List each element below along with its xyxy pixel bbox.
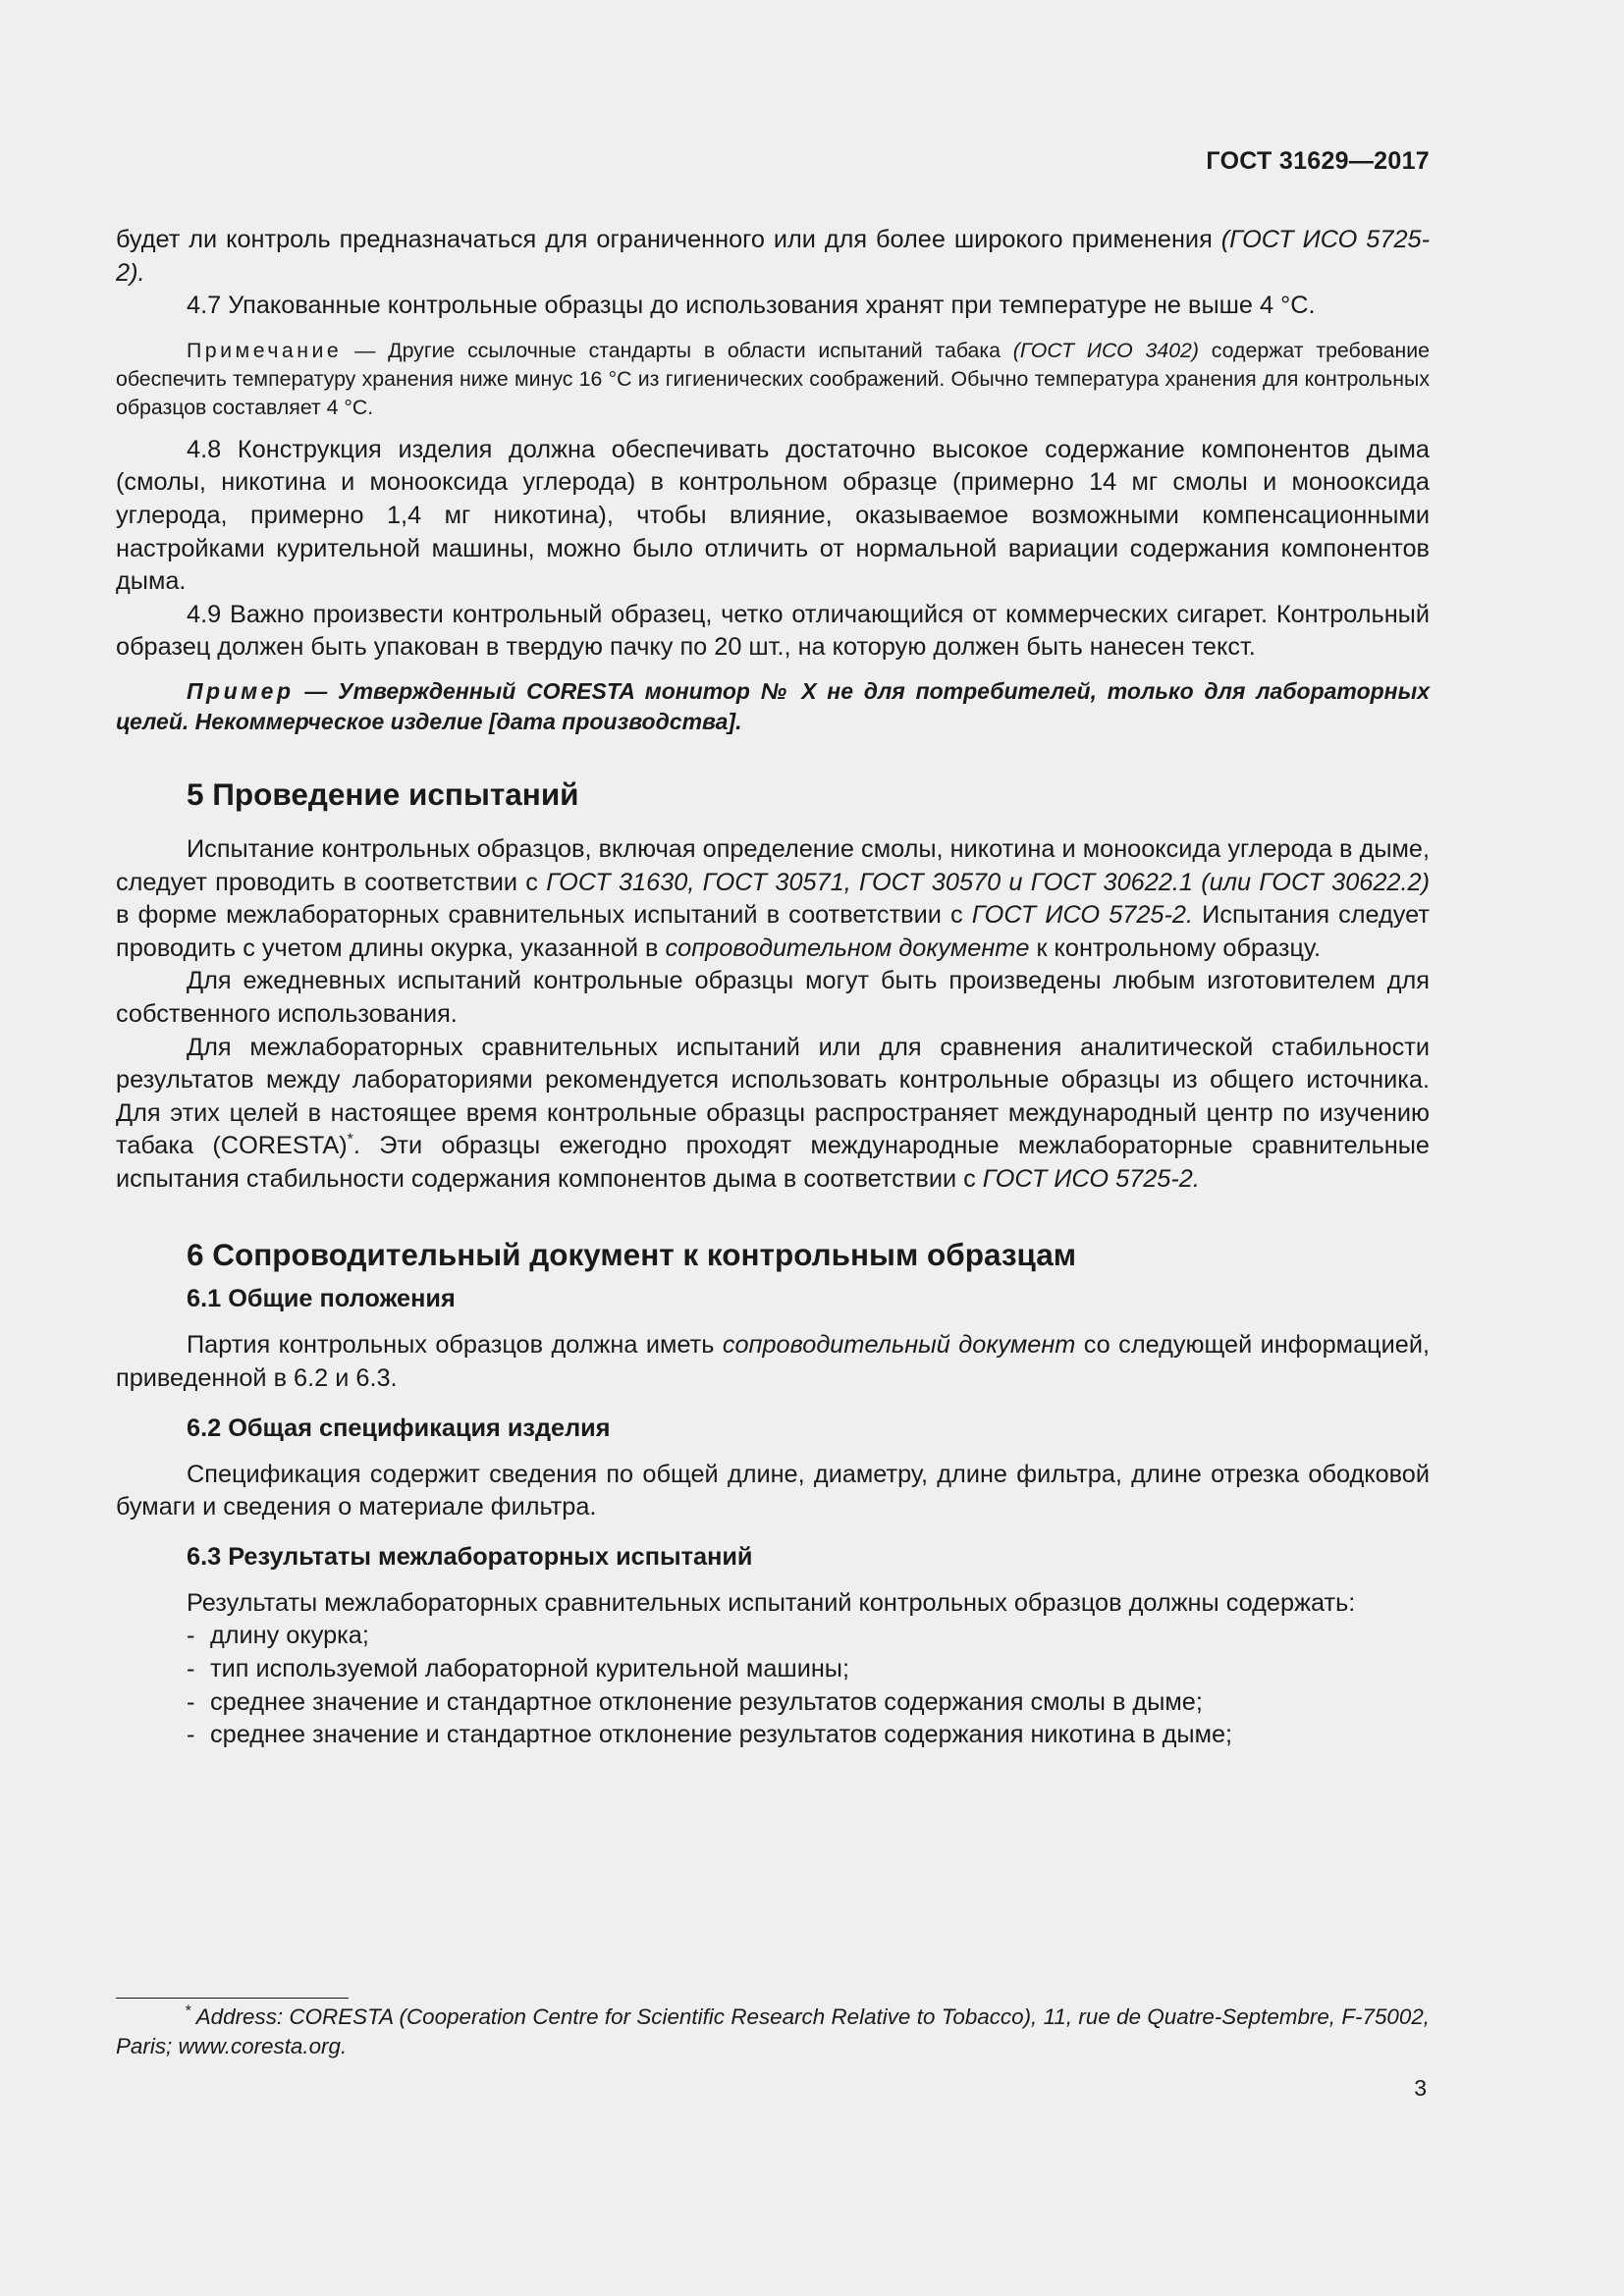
term-reference: сопроводительном документе	[665, 934, 1030, 962]
note-dash: —	[342, 338, 389, 362]
example-block	[116, 676, 1430, 737]
footnote-divider	[116, 1998, 349, 1999]
paragraph-text: будет ли контроль предназначаться для ограниченного или для более широкого применения	[116, 226, 1221, 253]
list-item	[116, 1653, 1430, 1686]
section-6-1-paragraph	[116, 1329, 1430, 1395]
section-6-heading: 6 Сопроводительный документ к контрольным образцам	[187, 1237, 1077, 1273]
section-5-heading: 5 Проведение испытаний	[187, 775, 579, 812]
paragraph-4-9: 4.9 Важно произвести контрольный образец, четко отличающийся от коммерческих сигарет. Контрольный образец должен быть упакован в твердую пачку по 20 шт., на которую должен быть нанесен текст.	[116, 600, 1430, 662]
paragraph-4-7: 4.7 Упакованные контрольные образцы до использования хранят при температуре не выше 4 °С.	[187, 292, 1316, 320]
footnote	[116, 2002, 1430, 2061]
section-6-3-paragraph: Результаты межлабораторных сравнительных испытаний контрольных образцов должны содержать:	[187, 1588, 1356, 1617]
list-marker: -	[187, 1721, 195, 1749]
note-text: содержат требование обеспечить температуру хранения ниже минус 16 °С из гигиенических соображений. Обычно температура хранения для контрольных образцов составляет 4 °С.	[116, 338, 1430, 419]
paragraph-4-8: 4.8 Конструкция изделия должна обеспечивать достаточно высокое содержание компонентов дыма (смолы, никотина и монооксида углерода) в контрольном образце (примерно 14 мг смолы и монооксида углерода, примерно 1,4 мг никотина), чтобы влияние, оказываемое возможными компенсационными настройками курительной машины, можно было отличить от нормальной вариации содержания компонентов дыма.	[116, 435, 1430, 596]
note-block	[116, 337, 1430, 422]
page-content	[116, 224, 1430, 1752]
footnote-marker[interactable]: *	[347, 1131, 353, 1148]
list-item-text: среднее значение и стандартное отклонение результатов содержания никотина в дыме;	[210, 1721, 1233, 1749]
list-item	[116, 1719, 1430, 1752]
list-marker: -	[187, 1687, 195, 1716]
paragraph-text: Партия контрольных образцов должна иметь	[187, 1331, 723, 1360]
section-6-2-paragraph: Спецификация содержит сведения по общей длине, диаметру, длине фильтра, длине отрезка ободковой бумаги и сведения о материале фильтра.	[116, 1460, 1430, 1522]
section-5-paragraph-3	[116, 1032, 1430, 1197]
section-6-3-heading: 6.3 Результаты межлабораторных испытаний	[187, 1542, 753, 1571]
list-item-text: длину окурка;	[210, 1622, 369, 1650]
list-item-text: тип используемой лабораторной курительной машины;	[210, 1655, 849, 1683]
paragraph-text: . Эти образцы ежегодно проходят международные межлабораторные сравнительные испытания стабильности содержания компонентов дыма в соответствии с	[116, 1132, 1430, 1193]
list-item	[116, 1686, 1430, 1720]
results-list	[116, 1620, 1430, 1751]
list-marker: -	[187, 1622, 195, 1650]
page-number: 3	[1414, 2075, 1427, 2101]
paragraph-text: Для межлабораторных сравнительных испытаний или для сравнения аналитической стабильности результатов между лабораториями рекомендуется использовать контрольные образцы из общего источника. Для этих целей в настоящее время контрольные образцы распространяет международный центр по изучению табака (CORESTA)	[116, 1033, 1430, 1160]
standard-reference: (ГОСТ ИСО 3402)	[1012, 338, 1199, 362]
note-text: Другие ссылочные стандарты в области испытаний табака	[388, 338, 1013, 362]
paragraph-text: к контрольному образцу.	[1029, 934, 1322, 962]
section-5-paragraph-1	[116, 833, 1430, 965]
section-6-2-heading: 6.2 Общая спецификация изделия	[187, 1414, 611, 1442]
standard-reference: ГОСТ ИСО 5725-2.	[982, 1164, 1200, 1193]
list-marker: -	[187, 1655, 195, 1683]
footnote-marker: *	[185, 2002, 191, 2020]
document-header: ГОСТ 31629—2017	[1206, 147, 1430, 175]
footnote-text: Address: CORESTA (Cooperation Centre for Scientific Research Relative to Tobacco), 11, rue de Quatre-Septembre, F-75002, Paris; www.coresta.org.	[116, 2004, 1430, 2058]
section-6-1-heading: 6.1 Общие положения	[187, 1285, 456, 1313]
example-text: — Утвержденный CORESTA монитор № X не для потребителей, только для лабораторных целей. Некоммерческое изделие [дата производства].	[116, 677, 1430, 734]
note-label: Примечание	[187, 338, 343, 362]
paragraph-continuation	[116, 224, 1430, 290]
standard-reference: (ГОСТ ИСО 5725-2).	[116, 226, 1431, 287]
term-reference: сопроводительный документ	[722, 1331, 1076, 1360]
paragraph-text: со следующей информацией, приведенной в 6.2 и 6.3.	[116, 1331, 1430, 1393]
example-label: Пример	[187, 677, 295, 704]
standard-reference: ГОСТ 31630, ГОСТ 30571, ГОСТ 30570 и ГОСТ 30622.1 (или ГОСТ 30622.2)	[546, 868, 1430, 896]
paragraph-text: Испытания следует проводить с учетом длины окурка, указанной в	[116, 901, 1430, 962]
list-item	[116, 1620, 1430, 1653]
standard-reference: ГОСТ ИСО 5725-2.	[971, 901, 1194, 930]
list-item-text: среднее значение и стандартное отклонение результатов содержания смолы в дыме;	[210, 1687, 1203, 1716]
paragraph-text: в форме межлабораторных сравнительных испытаний в соответствии с	[116, 901, 972, 930]
section-5-paragraph-2: Для ежедневных испытаний контрольные образцы могут быть произведены любым изготовителем для собственного использования.	[116, 967, 1430, 1028]
paragraph-text: Испытание контрольных образцов, включая определение смолы, никотина и монооксида углерода в дыме, следует проводить в соответствии с	[116, 834, 1430, 896]
